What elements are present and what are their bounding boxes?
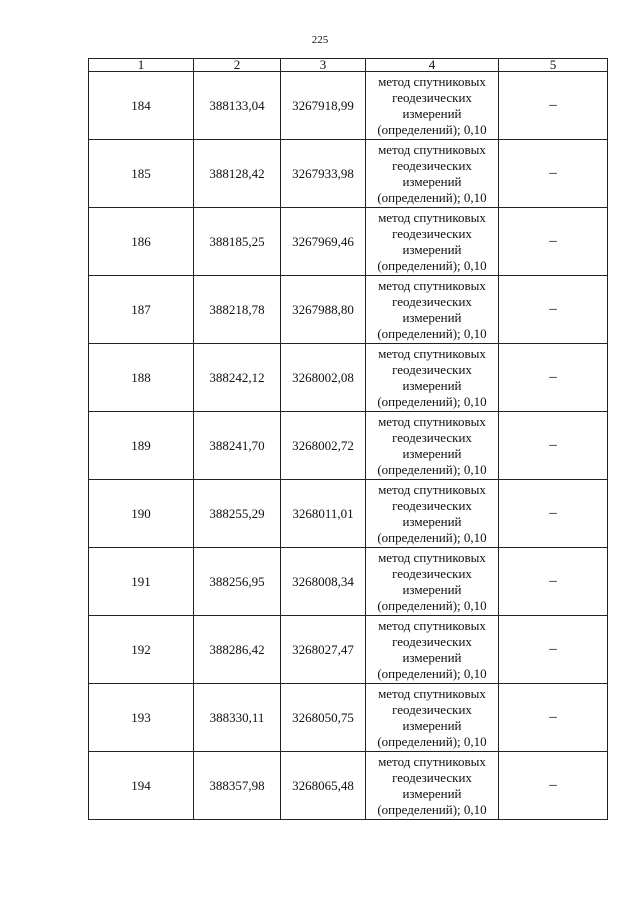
- method-line: метод спутниковых: [378, 549, 486, 565]
- table-row: [89, 616, 608, 684]
- method-line: измерений: [402, 377, 462, 393]
- method-line: геодезических: [392, 157, 472, 173]
- x-coordinate-cell: 388133,04: [194, 72, 281, 140]
- point-number-cell: 194: [89, 752, 194, 820]
- x-coordinate-cell: 388185,25: [194, 208, 281, 276]
- method-line: измерений: [402, 717, 462, 733]
- note-cell: –: [499, 616, 608, 684]
- method-cell: [366, 208, 499, 276]
- method-line: измерений: [402, 173, 462, 189]
- note-cell: –: [499, 412, 608, 480]
- method-line: метод спутниковых: [378, 277, 486, 293]
- method-line: геодезических: [392, 89, 472, 105]
- method-line: метод спутниковых: [378, 481, 486, 497]
- method-line: (определений); 0,10: [377, 665, 487, 681]
- method-line: метод спутниковых: [378, 209, 486, 225]
- x-coordinate-cell: 388286,42: [194, 616, 281, 684]
- method-line: (определений); 0,10: [377, 393, 487, 409]
- x-coordinate-cell: 388218,78: [194, 276, 281, 344]
- method-line: геодезических: [392, 633, 472, 649]
- method-line: геодезических: [392, 361, 472, 377]
- table-row: [89, 276, 608, 344]
- point-number-cell: 188: [89, 344, 194, 412]
- column-header-4: 4: [366, 59, 499, 72]
- method-cell: [366, 752, 499, 820]
- method-line: измерений: [402, 649, 462, 665]
- point-number-cell: 192: [89, 616, 194, 684]
- y-coordinate-cell: 3267933,98: [281, 140, 366, 208]
- method-line: (определений); 0,10: [377, 529, 487, 545]
- note-cell: –: [499, 72, 608, 140]
- method-line: метод спутниковых: [378, 685, 486, 701]
- y-coordinate-cell: 3267988,80: [281, 276, 366, 344]
- point-number-cell: 191: [89, 548, 194, 616]
- x-coordinate-cell: 388330,11: [194, 684, 281, 752]
- table-row: [89, 480, 608, 548]
- method-line: измерений: [402, 581, 462, 597]
- method-cell: [366, 412, 499, 480]
- method-line: геодезических: [392, 497, 472, 513]
- x-coordinate-cell: 388255,29: [194, 480, 281, 548]
- method-line: геодезических: [392, 225, 472, 241]
- method-line: (определений); 0,10: [377, 189, 487, 205]
- method-line: (определений); 0,10: [377, 733, 487, 749]
- method-line: измерений: [402, 309, 462, 325]
- method-line: метод спутниковых: [378, 753, 486, 769]
- point-number-cell: 184: [89, 72, 194, 140]
- method-line: (определений); 0,10: [377, 461, 487, 477]
- method-line: геодезических: [392, 701, 472, 717]
- note-cell: –: [499, 344, 608, 412]
- method-line: геодезических: [392, 565, 472, 581]
- y-coordinate-cell: 3267918,99: [281, 72, 366, 140]
- table-row: [89, 140, 608, 208]
- x-coordinate-cell: 388128,42: [194, 140, 281, 208]
- method-cell: [366, 72, 499, 140]
- point-number-cell: 186: [89, 208, 194, 276]
- method-line: (определений); 0,10: [377, 325, 487, 341]
- method-line: измерений: [402, 785, 462, 801]
- table-row: [89, 72, 608, 140]
- x-coordinate-cell: 388357,98: [194, 752, 281, 820]
- point-number-cell: 189: [89, 412, 194, 480]
- y-coordinate-cell: 3268065,48: [281, 752, 366, 820]
- column-header-2: 2: [194, 59, 281, 72]
- table-row: [89, 752, 608, 820]
- page-number: 225: [311, 34, 329, 46]
- x-coordinate-cell: 388241,70: [194, 412, 281, 480]
- method-line: измерений: [402, 241, 462, 257]
- note-cell: –: [499, 276, 608, 344]
- table-row: [89, 208, 608, 276]
- column-header-3: 3: [281, 59, 366, 72]
- coordinates-table: [88, 58, 608, 820]
- method-line: измерений: [402, 513, 462, 529]
- table-row: [89, 684, 608, 752]
- point-number-cell: 190: [89, 480, 194, 548]
- note-cell: –: [499, 140, 608, 208]
- table-row: [89, 548, 608, 616]
- table-row: [89, 412, 608, 480]
- method-cell: [366, 276, 499, 344]
- note-cell: –: [499, 752, 608, 820]
- y-coordinate-cell: 3268002,72: [281, 412, 366, 480]
- method-line: геодезических: [392, 429, 472, 445]
- y-coordinate-cell: 3268011,01: [281, 480, 366, 548]
- method-line: (определений); 0,10: [377, 597, 487, 613]
- y-coordinate-cell: 3268008,34: [281, 548, 366, 616]
- method-cell: [366, 684, 499, 752]
- point-number-cell: 193: [89, 684, 194, 752]
- method-line: измерений: [402, 445, 462, 461]
- y-coordinate-cell: 3268002,08: [281, 344, 366, 412]
- table-header-row: [89, 59, 608, 72]
- method-cell: [366, 140, 499, 208]
- method-cell: [366, 480, 499, 548]
- method-line: метод спутниковых: [378, 413, 486, 429]
- method-cell: [366, 616, 499, 684]
- method-line: метод спутниковых: [378, 141, 486, 157]
- column-header-1: 1: [89, 59, 194, 72]
- method-line: (определений); 0,10: [377, 121, 487, 137]
- point-number-cell: 185: [89, 140, 194, 208]
- method-line: метод спутниковых: [378, 345, 486, 361]
- method-line: измерений: [402, 105, 462, 121]
- method-line: (определений); 0,10: [377, 801, 487, 817]
- method-line: метод спутниковых: [378, 73, 486, 89]
- method-line: метод спутниковых: [378, 617, 486, 633]
- method-cell: [366, 344, 499, 412]
- x-coordinate-cell: 388242,12: [194, 344, 281, 412]
- table-row: [89, 344, 608, 412]
- column-header-5: 5: [499, 59, 608, 72]
- method-cell: [366, 548, 499, 616]
- x-coordinate-cell: 388256,95: [194, 548, 281, 616]
- y-coordinate-cell: 3268050,75: [281, 684, 366, 752]
- method-line: геодезических: [392, 293, 472, 309]
- method-line: (определений); 0,10: [377, 257, 487, 273]
- note-cell: –: [499, 208, 608, 276]
- note-cell: –: [499, 548, 608, 616]
- y-coordinate-cell: 3267969,46: [281, 208, 366, 276]
- point-number-cell: 187: [89, 276, 194, 344]
- method-line: геодезических: [392, 769, 472, 785]
- note-cell: –: [499, 684, 608, 752]
- y-coordinate-cell: 3268027,47: [281, 616, 366, 684]
- note-cell: –: [499, 480, 608, 548]
